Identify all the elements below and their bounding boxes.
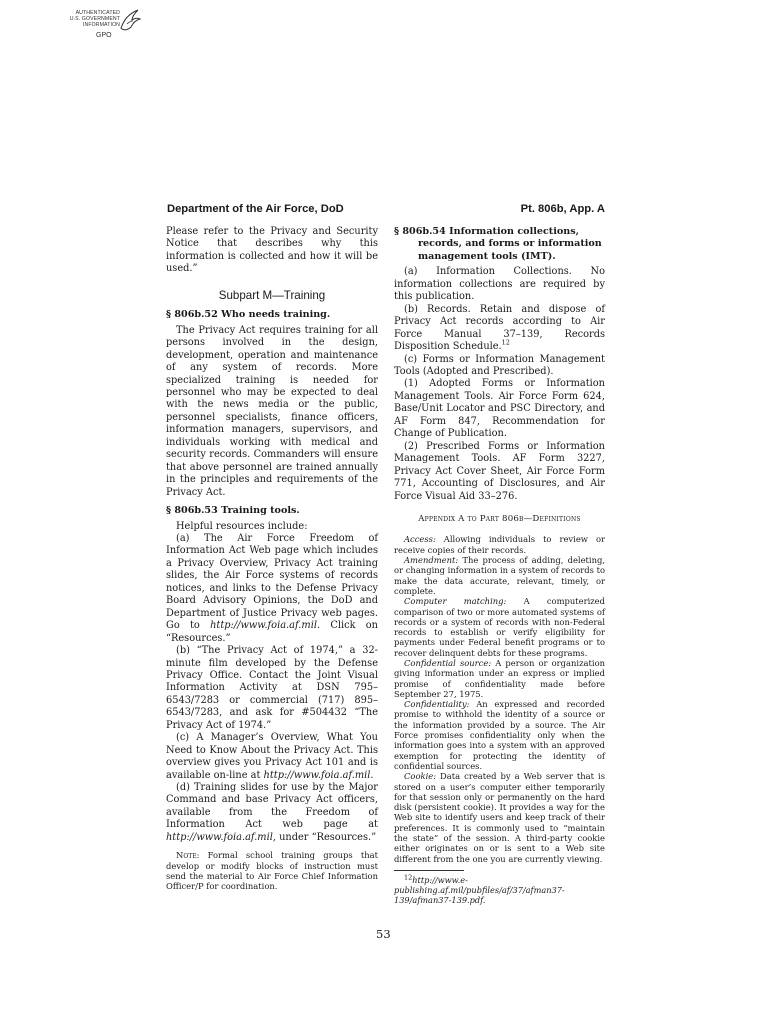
paragraph: (c) Forms or Information Management Tools (Adopted and Prescribed). <box>394 353 605 377</box>
paragraph-text: Click on “Resources.” <box>166 620 378 644</box>
definition-term: Amendment: <box>404 555 459 566</box>
intro-paragraph: Please refer to the Privacy and Security Notice that describes why this information is collected and how it will be used.” <box>166 226 378 275</box>
definition <box>394 534 605 555</box>
definition-term: Access: <box>404 534 436 545</box>
running-head-agency: Department of the Air Force, DoD <box>167 203 344 215</box>
paragraph-text: under “Resources.” <box>275 831 377 843</box>
footnote-url[interactable]: http://www.e-publishing.af.mil/pubfiles/af/37/afman37-139/afman37-139.pdf. <box>394 874 565 905</box>
appendix-heading: Appendix A to Part 806b—Definitions <box>418 513 581 524</box>
left-column <box>166 226 378 891</box>
paragraph: (a) Information Collections. No information collections are required by this publication. <box>394 266 605 303</box>
definitions-list <box>394 534 605 864</box>
paragraph: (2) Prescribed Forms or Information Management Tools. AF Form 3227, Privacy Act Cover Sheet, Air Force Form 771, Accounting of Disclosures, and Air Force Visual Aid 33–276. <box>394 440 605 502</box>
section-heading-806b54: § 806b.54 Information collections, records, and forms or information management tools (IMT). <box>394 226 602 262</box>
page-number: 53 <box>376 927 391 941</box>
right-column <box>394 226 605 905</box>
paragraph <box>166 732 378 782</box>
footnote-mark: 12 <box>404 873 413 882</box>
footnote-reference[interactable]: 12 <box>501 338 510 347</box>
footnote-divider <box>394 870 464 871</box>
definition <box>394 555 605 596</box>
definition <box>394 596 605 658</box>
running-head-part: Pt. 806b, App. A <box>520 203 605 215</box>
definition-term: Computer matching: <box>404 596 507 607</box>
definition-term: Confidentiality: <box>404 699 470 710</box>
url-link[interactable]: http://www.foia.af.mil. <box>210 620 321 632</box>
url-link[interactable]: http://www.foia.af.mil. <box>263 769 374 781</box>
seal-line: U.S. GOVERNMENT <box>69 16 120 22</box>
note-text: Formal school training groups that develop or modify blocks of instruction must send the material to Air Force Chief Information Officer/P for coordination. <box>166 850 378 892</box>
gpo-mark: GPO <box>96 32 112 39</box>
paragraph <box>166 782 378 844</box>
definition <box>394 771 605 864</box>
definition-text: The process of adding, deleting, or changing information in a system of records to make the data accurate, relevant, timely, or complete. <box>394 555 605 596</box>
gpo-authentication-seal <box>62 6 142 46</box>
seal-line: INFORMATION <box>82 22 120 28</box>
paragraph-text: (d) Training slides for use by the Major Command and base Privacy Act officers, available from the Freedom of Information Act web page at <box>166 782 378 831</box>
paragraph-text: (a) The Air Force Freedom of Information Act Web page which includes a Privacy Overview, Privacy Act training slides, the Air Force systems of records notices, and links to the Defense Privacy Board Advisory Opinions, the DoD and Department of Justice Privacy web pages. Go to <box>166 532 378 632</box>
note-label: Note: <box>176 850 200 861</box>
definition-text: Allowing individuals to review or receive copies of their records. <box>394 534 605 555</box>
paragraph <box>166 533 378 645</box>
definition-term: Cookie: <box>404 771 437 782</box>
definition-text: A person or organization giving information under an express or implied promise of confidentiality made before September 27, 1975. <box>394 657 605 699</box>
footnote <box>394 875 605 905</box>
paragraph-text: (c) A Manager’s Overview, What You Need to Know About the Privacy Act. This overview gives you Privacy Act 101 and is available on-line at <box>166 732 378 781</box>
section-body: The Privacy Act requires training for all persons involved in the design, development, operation and maintenance of any system of records. More specialized training is needed for personnel who may be expected to deal with the news media or the public, personnel specialists, finance officers, information managers, supervisors, and individuals working with medical and security records. Commanders will ensure that above personnel are trained annually in the principles and requirements of the Privacy Act. <box>166 324 378 498</box>
seal-text <box>62 10 120 28</box>
definition-text: Data created by a Web server that is stored on a user’s computer either temporarily for that session only or permanently on the hard disk (persistent cookie). It provides a way for the Web site to identify users and keep track of their preferences. It is commonly used to “maintain the state” of the session. A third-party cookie either originates on or is sent to a Web site different from the one you are currently viewing. <box>394 771 605 864</box>
definition-text: A computerized comparison of two or more automated systems of records or a system of records with non-Federal records to establish or verify eligibility for payments under Federal benefit programs or to recover delinquent debts for these programs. <box>394 596 605 658</box>
paragraph-text: (b) Records. Retain and dispose of Privacy Act records according to Air Force Manual 37–139, Records Disposition Schedule. <box>394 303 605 353</box>
definition-text: An expressed and recorded promise to withhold the identity of a source or the information provided by a source. The Air Force promises confidentiality only when the information goes into a system with an approved exemption for protecting the identity of confidential sources. <box>394 699 605 771</box>
section-heading-806b53: § 806b.53 Training tools. <box>166 505 300 517</box>
paragraph: (1) Adopted Forms or Information Management Tools. Air Force Form 624, Base/Unit Locator and PSC Directory, and AF Form 847, Recommendation for Change of Publication. <box>394 378 605 440</box>
subpart-title: Subpart M—Training <box>218 288 326 302</box>
paragraph: Helpful resources include: <box>176 520 308 532</box>
note <box>166 850 378 891</box>
url-link[interactable]: http://www.foia.af.mil, <box>166 831 276 843</box>
eagle-icon <box>118 8 142 34</box>
definition <box>394 658 605 699</box>
paragraph: (b) “The Privacy Act of 1974,” a 32-minute film developed by the Defense Privacy Office. Contact the Joint Visual Information Activity at DSN 795–6543/7283 or commercial (717) 895–6543/7283, and ask for #504432 “The Privacy Act of 1974.” <box>166 645 378 731</box>
definition <box>394 699 605 771</box>
section-heading-806b52: § 806b.52 Who needs training. <box>166 309 331 321</box>
running-head <box>167 203 605 219</box>
seal-line: AUTHENTICATED <box>75 10 120 16</box>
paragraph <box>394 304 605 354</box>
definition-term: Confidential source: <box>404 657 492 668</box>
